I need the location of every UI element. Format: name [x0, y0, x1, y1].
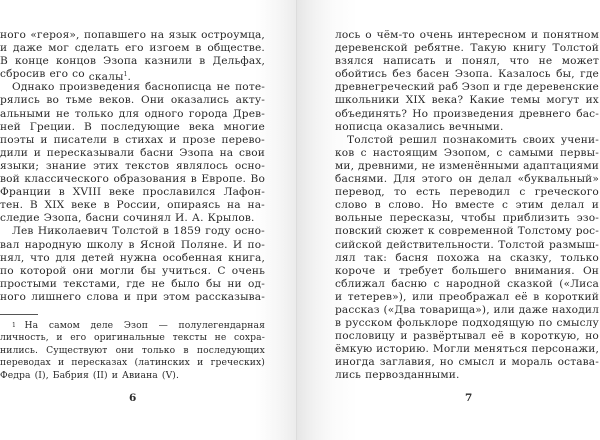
- text-line: обойтись без басен Эзопа. Казалось бы, где: [335, 68, 599, 81]
- text-line: баснями. Для этого он делал «буквальный»: [335, 173, 599, 186]
- text-line: простыми текстами, где не было бы ни од-: [0, 277, 265, 290]
- text-line: объединять? Но произведения древнего бас-: [335, 107, 599, 120]
- text-line: вал народную школу в Ясной Поляне. И по-: [0, 238, 265, 251]
- text-line: ней Греции. В последующие века многие: [0, 120, 265, 133]
- text-line: В конце концов Эзопа казнили в Дельфах,: [0, 55, 265, 68]
- text-line: деревенской ребятне. Такую книгу Толстой: [335, 42, 599, 55]
- footnote-line: 1 На самом деле Эзоп — полулегендарная: [12, 320, 265, 331]
- text-line: ков с настоящим Эзопом, с самыми первы-: [335, 146, 599, 159]
- text-line: ёмкую историю. Могли меняться персонажи,: [335, 343, 599, 356]
- text-line: повский сюжет к современной Толстому рос-: [335, 225, 599, 238]
- left-page-body: [0, 29, 265, 304]
- text-line: в русском фольклоре подходящую по смыслу: [335, 317, 599, 330]
- text-line: и тетерев»), или преображал её в короткий: [335, 290, 599, 303]
- text-line: рассказ («Два товарища»), или даже находил: [335, 303, 599, 316]
- text-line: слово в слово. Но вместе с этим делал и: [335, 199, 599, 212]
- text-line: Франции в XVIII веке прославился Лафон-: [0, 186, 265, 199]
- text-line: вольные пересказы, чтобы приблизить эзо-: [335, 212, 599, 225]
- text-line: короче и требует большего внимания. Он: [335, 264, 599, 277]
- footnote-divider: [0, 314, 38, 315]
- text-line: рялись во тьме веков. Они оказались акту-: [0, 94, 265, 107]
- text-line: сближал басню с народной сказкой («Лиса: [335, 277, 599, 290]
- text-line: вой классического образования в Европе. Во: [0, 173, 265, 186]
- text-line: пословицу и развёртывал её в короткую, но: [335, 330, 599, 343]
- footnote-line: личность, и его оригинальные тексты не сохра-: [0, 332, 265, 344]
- text-line: лись первозданными.: [335, 369, 460, 382]
- text-line: сийской действительности. Толстой размыш-: [335, 238, 599, 251]
- footnote: [0, 320, 265, 382]
- text-line: лял так: басня похожа на сказку, только: [335, 251, 599, 264]
- footnote-line: переводах и пересказах (латинских и греческих): [0, 357, 265, 369]
- text-line: языки; знание этих текстов являлось осно-: [0, 159, 265, 172]
- page-number-right: 7: [465, 392, 473, 404]
- left-page: [0, 0, 297, 440]
- text-line: ми, древними, не изменёнными адаптациями: [335, 159, 599, 172]
- text-line: альными не только для одного города Древ-: [0, 107, 265, 120]
- text-line: следие Эзопа, басни сочинял И. А. Крылов.: [0, 212, 255, 225]
- text-line: нял, что для детей нужна особенная книга,: [0, 251, 265, 264]
- text-line: иногда заглавия, но смысл и мораль остава-: [335, 356, 599, 369]
- text-line: ного «героя», попавшего на язык остроумца,: [0, 29, 265, 41]
- text-line: лось о чём-то очень интересном и понятном: [335, 29, 599, 41]
- right-page-body: [335, 29, 599, 383]
- text-line: Лев Николаевич Толстой в 1859 году осно-: [12, 225, 265, 238]
- text-line: сбросив его со скалы$^1$.: [0, 68, 132, 84]
- footnote-reference[interactable]: 1: [123, 71, 128, 79]
- text-line: древнегреческий раб Эзоп и где деревенские: [335, 81, 599, 94]
- text-line: поэты и писатели в стихах и прозе перево-: [0, 133, 265, 146]
- text-line: по которой они могли бы учиться. С очень: [0, 264, 265, 277]
- page-number-left: 6: [129, 392, 137, 404]
- text-line: дили и пересказывали басни Эзопа на свои: [0, 146, 265, 159]
- text-line: Толстой решил познакомить своих учени-: [347, 133, 599, 146]
- text-line: тен. В XIX веке в России, опираясь на на-: [0, 199, 265, 212]
- text-line: школьники XIX века? Какие темы могут их: [335, 94, 599, 107]
- text-line: Однако произведения баснописца не поте-: [12, 81, 265, 94]
- text-line: перевод, то есть переводил с греческого: [335, 186, 599, 199]
- text-line: взялся написать и понял, что не может: [335, 55, 599, 68]
- text-line: ного лишнего слова и при этом рассказыва-: [0, 290, 265, 303]
- footnote-line: нились. Существуют они только в последующих: [0, 344, 265, 356]
- text-line: и даже мог сделать его изгоем в обществе.: [0, 42, 265, 55]
- text-line: нописца оказались вечными.: [335, 120, 504, 133]
- footnote-line: Федра (I), Бабрия (II) и Авиана (V).: [0, 369, 180, 381]
- footnote-marker: 1: [12, 322, 16, 329]
